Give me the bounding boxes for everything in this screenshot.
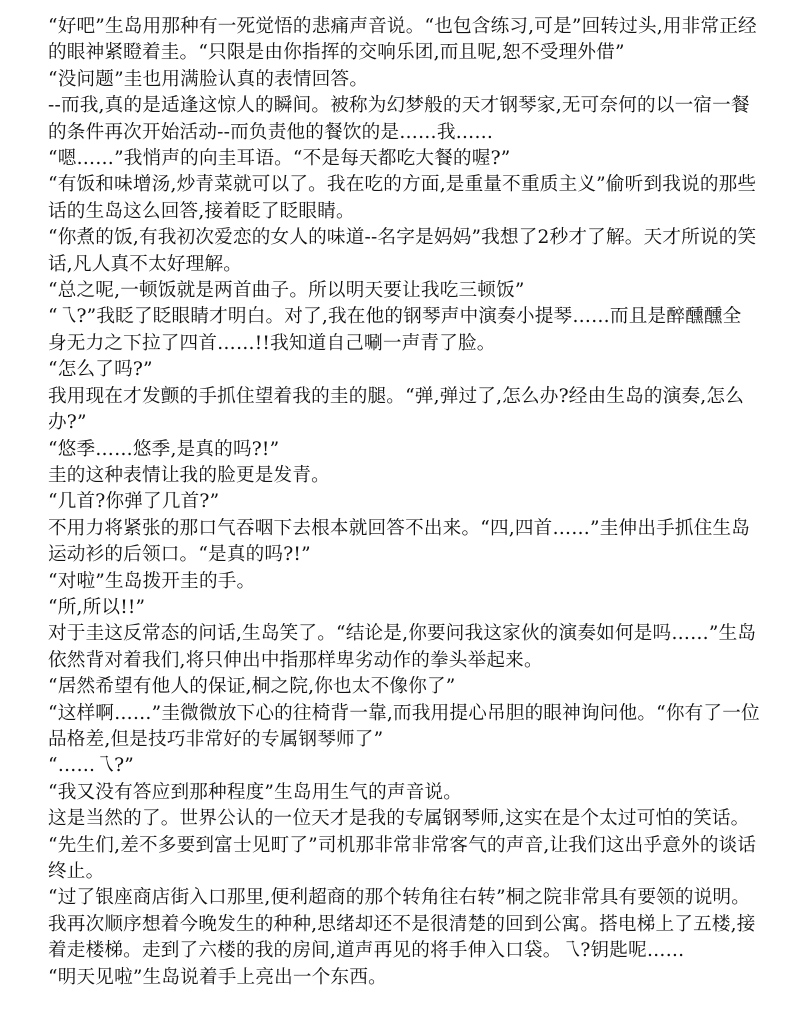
paragraph: 我用现在才发颤的手抓住望着我的圭的腿。“弹,弹过了,怎么办?经由生岛的演奏,怎么办?”	[48, 385, 744, 434]
paragraph: “明天见啦”生岛说着手上亮出一个东西。	[48, 966, 387, 988]
paragraph: “这样啊……”圭微微放下心的往椅背一靠,而我用提心吊胆的眼神询问他。“你有了一位品格差,但是技巧非常好的专属钢琴师了”	[48, 702, 760, 750]
paragraph: --而我,真的是适逢这惊人的瞬间。被称为幻梦般的天才钢琴家,无可奈何的以一宿一餐的条件再次开始活动--而负责他的餐饮的是……我……	[48, 95, 750, 143]
paragraph: “乁?”我眨了眨眼睛才明白。对了,我在他的钢琴声中演奏小提琴……而且是醉醺醺全身无力之下拉了四首……!!我知道自己唰一声青了脸。	[48, 306, 742, 354]
paragraph: 这是当然的了。世界公认的一位天才是我的专属钢琴师,这实在是个太过可怕的笑话。	[48, 808, 750, 830]
paragraph: 圭的这种表情让我的脸更是发青。	[48, 464, 330, 486]
paragraph: “没问题”圭也用满脸认真的表情回答。	[48, 68, 369, 90]
paragraph: 不用力将紧张的那口气吞咽下去根本就回答不出来。“四,四首……”圭伸出手抓住生岛运动衫的后领口。“是真的吗?!”	[48, 517, 751, 566]
paragraph: “几首?你弹了几首?”	[48, 491, 220, 513]
paragraph: “有饭和味增汤,炒青菜就可以了。我在吃的方面,是重量不重质主义”偷听到我说的那些话的生岛这么回答,接着眨了眨眼睛。	[48, 174, 757, 222]
paragraph: “对啦”生岛拨开圭的手。	[48, 570, 256, 592]
paragraph: “先生们,差不多要到富士见町了”司机那非常非常客气的声音,让我们这出乎意外的谈话终止。	[48, 834, 757, 882]
paragraph: “好吧”生岛用那种有一死觉悟的悲痛声音说。“也包含练习,可是”回转过头,用非常正经的眼神紧瞪着圭。“只限是由你指挥的交响乐团,而且呢,恕不受理外借”	[48, 16, 757, 64]
paragraph: “……乁?”	[48, 755, 134, 777]
paragraph: “居然希望有他人的保证,桐之院,你也太不像你了”	[48, 676, 456, 698]
paragraph: “你煮的饭,有我初次爱恋的女人的味道--名字是妈妈”我想了2秒才了解。天才所说的笑话,凡人真不太好理解。	[48, 227, 757, 275]
paragraph: “怎么了吗?”	[48, 359, 153, 381]
novel-page	[48, 14, 760, 991]
paragraph: “过了银座商店街入口那里,便利超商的那个转角往右转”桐之院非常具有要领的说明。我再次顺序想着今晚发生的种种,思绪却还不是很清楚的回到公寓。搭电梯上了五楼,接着走楼梯。走到了六楼的我的房间,道声再见的将手伸入口袋。乁?钥匙呢……	[48, 887, 756, 962]
paragraph: 对于圭这反常态的问话,生岛笑了。“结论是,你要问我这家伙的演奏如何是吗……”生岛依然背对着我们,将只伸出中指那样卑劣动作的拳头举起来。	[48, 623, 757, 671]
paragraph: “悠季……悠季,是真的吗?!”	[48, 438, 280, 460]
paragraph: “总之呢,一顿饭就是两首曲子。所以明天要让我吃三顿饭”	[48, 280, 525, 302]
paragraph: “我又没有答应到那种程度”生岛用生气的声音说。	[48, 781, 463, 803]
paragraph: “所,所以!!”	[48, 596, 146, 618]
paragraph: “嗯……”我悄声的向圭耳语。“不是每天都吃大餐的喔?”	[48, 148, 511, 170]
